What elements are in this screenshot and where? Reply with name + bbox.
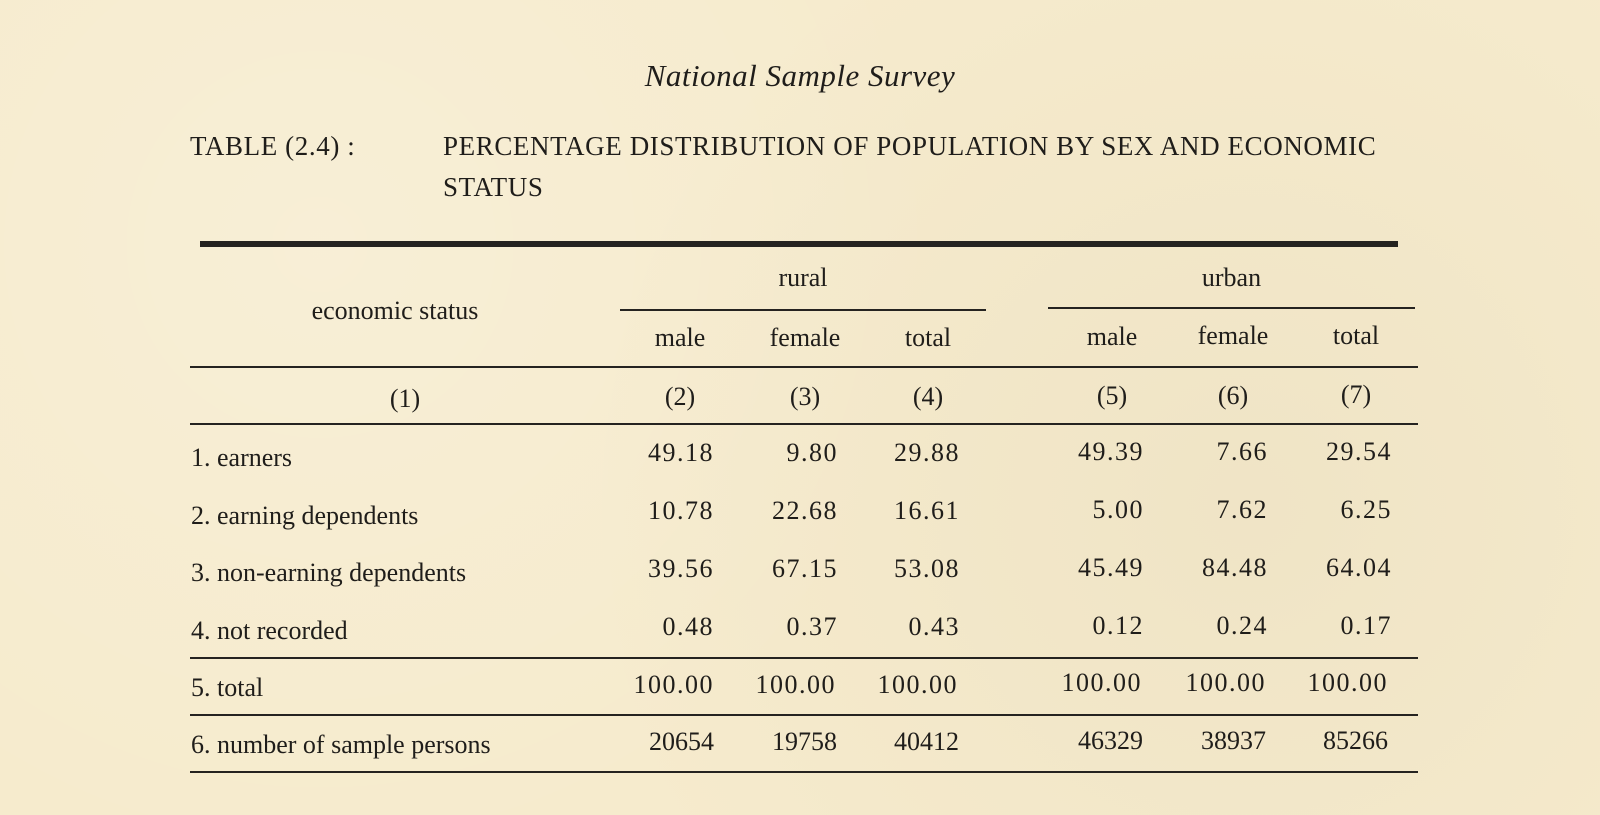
cell-earners-rural-total: 29.88: [894, 438, 960, 467]
cell-total-rural-total: 100.00: [877, 670, 958, 699]
cell-not-recorded-urban-female: 0.24: [1216, 611, 1268, 640]
cell-not-recorded-rural-female: 0.37: [786, 612, 838, 641]
top-rule: [200, 241, 1398, 247]
cell-sample-persons-urban-total: 85266: [1323, 726, 1388, 755]
table-title: PERCENTAGE DISTRIBUTION OF POPULATION BY SEX AND ECONOMIC STATUS: [443, 131, 1377, 202]
row-label-total: 5. total: [191, 673, 264, 702]
subtotal-rule: [190, 657, 1418, 659]
stub-header: economic status: [311, 296, 479, 325]
cell-sample-persons-urban-male: 46329: [1078, 726, 1143, 755]
cell-earning-dependents-rural-total: 16.61: [894, 496, 960, 525]
column-number-4: (4): [912, 382, 944, 411]
cell-earning-dependents-urban-male: 5.00: [1092, 495, 1144, 524]
cell-earners-urban-total: 29.54: [1326, 437, 1392, 466]
urban-group-rule: [1048, 307, 1415, 309]
cell-total-urban-male: 100.00: [1061, 668, 1142, 697]
row-label-earners: 1. earners: [191, 443, 293, 472]
header-rule: [190, 366, 1418, 368]
cell-non-earning-dependents-urban-female: 84.48: [1202, 553, 1268, 582]
column-number-2: (2): [664, 382, 696, 411]
cell-earning-dependents-urban-female: 7.62: [1216, 495, 1268, 524]
cell-total-urban-female: 100.00: [1185, 668, 1266, 697]
cell-sample-persons-rural-male: 20654: [649, 727, 714, 756]
cell-not-recorded-urban-male: 0.12: [1092, 611, 1144, 640]
cell-earning-dependents-rural-female: 22.68: [772, 496, 838, 525]
column-number-6: (6): [1217, 381, 1249, 410]
row-label-number-of-sample-persons: 6. number of sample persons: [191, 730, 491, 759]
group-header-rural: rural: [778, 263, 828, 292]
cell-not-recorded-urban-total: 0.17: [1340, 611, 1392, 640]
cell-sample-persons-rural-female: 19758: [772, 727, 837, 756]
column-number-5: (5): [1096, 381, 1128, 410]
cell-earners-urban-female: 7.66: [1216, 437, 1268, 466]
cell-non-earning-dependents-urban-total: 64.04: [1326, 553, 1392, 582]
cell-total-rural-female: 100.00: [755, 670, 836, 699]
cell-earners-urban-male: 49.39: [1078, 437, 1144, 466]
column-number-3: (3): [789, 382, 821, 411]
row-label-earning-dependents: 2. earning dependents: [191, 501, 419, 530]
column-number-rule: [190, 423, 1418, 425]
column-number-1: (1): [389, 384, 421, 413]
table-number: TABLE (2.4) :: [190, 131, 356, 161]
cell-not-recorded-rural-male: 0.48: [662, 612, 714, 641]
group-header-urban: urban: [1201, 263, 1262, 292]
cell-sample-persons-urban-female: 38937: [1201, 726, 1266, 755]
subheader-rural-male: male: [654, 323, 706, 352]
subheader-rural-total: total: [904, 323, 952, 352]
cell-total-rural-male: 100.00: [633, 670, 714, 699]
row-label-not-recorded: 4. not recorded: [191, 616, 348, 645]
row-label-non-earning-dependents: 3. non-earning dependents: [191, 558, 467, 587]
cell-earning-dependents-urban-total: 6.25: [1340, 495, 1392, 524]
subheader-urban-male: male: [1086, 322, 1138, 351]
rural-group-rule: [620, 309, 986, 311]
subheader-urban-total: total: [1332, 321, 1380, 350]
bottom-rule: [190, 771, 1418, 773]
subheader-rural-female: female: [769, 323, 841, 352]
running-head: National Sample Survey: [644, 58, 956, 93]
total-rule: [190, 714, 1418, 716]
cell-sample-persons-rural-total: 40412: [894, 727, 959, 756]
cell-earners-rural-female: 9.80: [786, 438, 838, 467]
cell-earners-rural-male: 49.18: [648, 438, 714, 467]
cell-non-earning-dependents-urban-male: 45.49: [1078, 553, 1144, 582]
subheader-urban-female: female: [1197, 321, 1269, 350]
cell-non-earning-dependents-rural-female: 67.15: [772, 554, 838, 583]
cell-non-earning-dependents-rural-male: 39.56: [648, 554, 714, 583]
cell-not-recorded-rural-total: 0.43: [908, 612, 960, 641]
cell-non-earning-dependents-rural-total: 53.08: [894, 554, 960, 583]
column-number-7: (7): [1340, 380, 1372, 409]
cell-total-urban-total: 100.00: [1307, 668, 1388, 697]
cell-earning-dependents-rural-male: 10.78: [648, 496, 714, 525]
